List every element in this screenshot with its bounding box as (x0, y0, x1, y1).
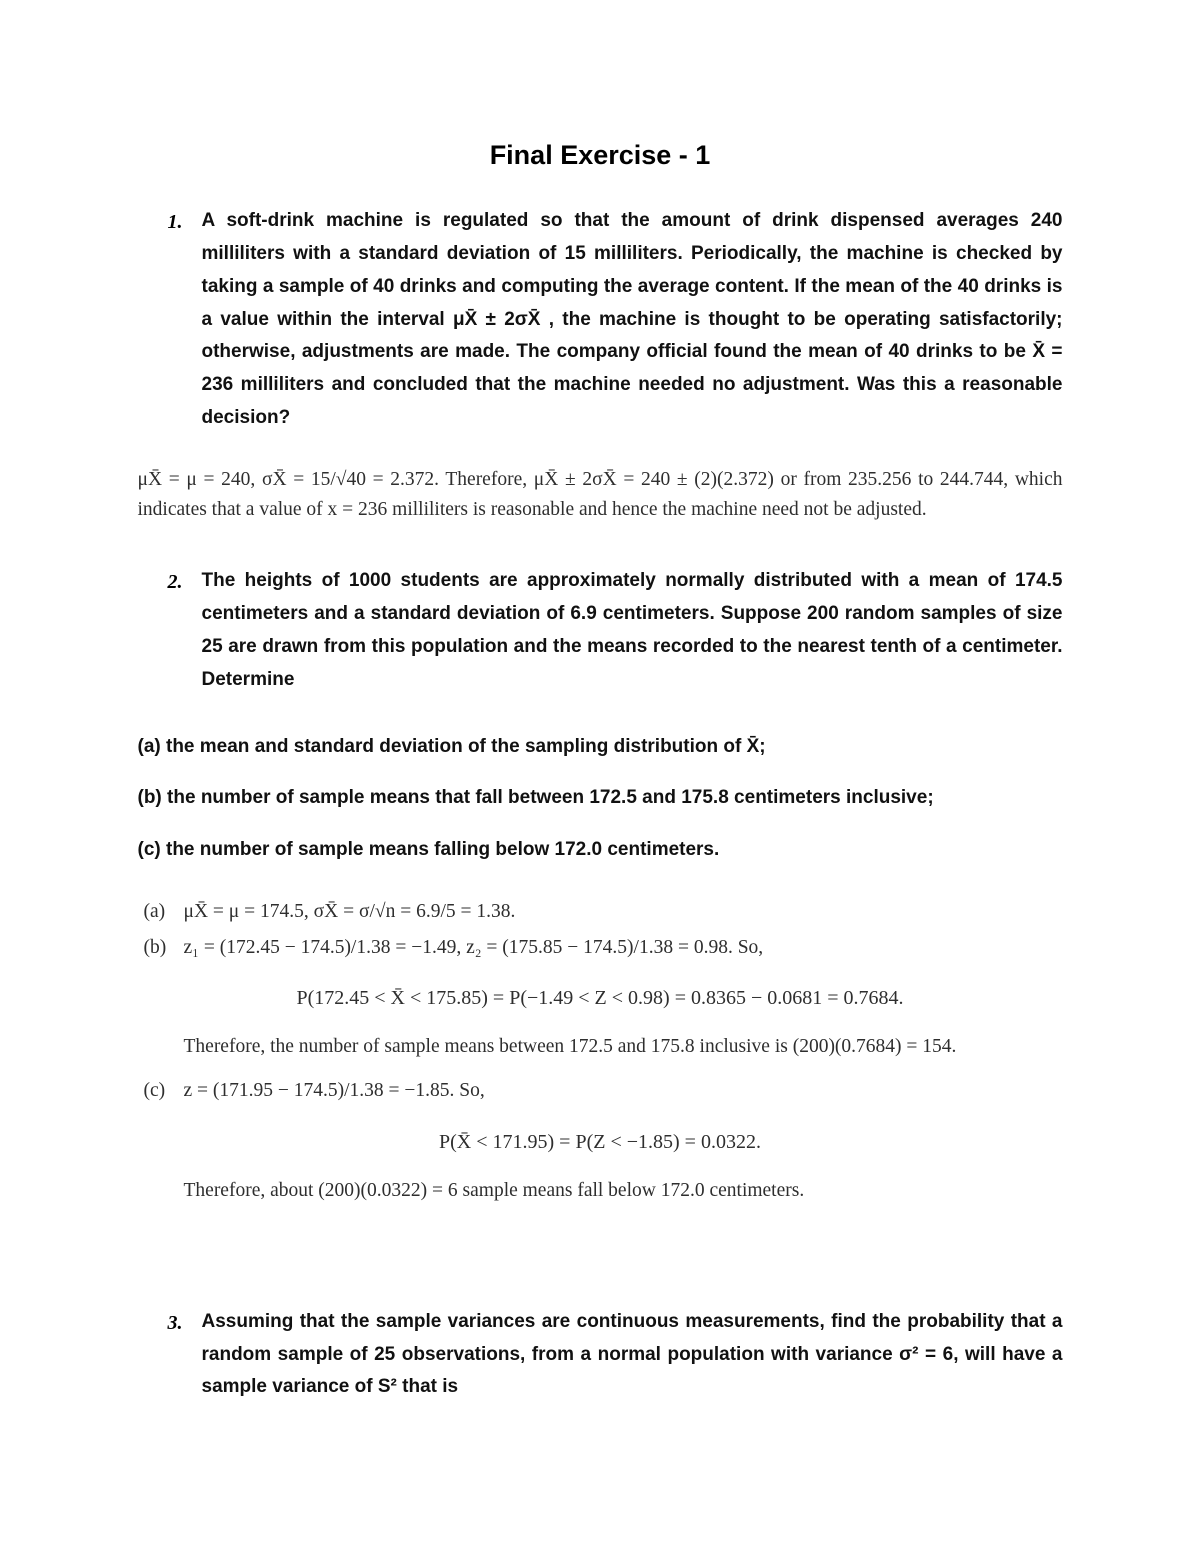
solution-2-note-c: Therefore, about (200)(0.0322) = 6 sample means fall below 172.0 centimeters. (183, 1179, 805, 1201)
solution-2-label-c: (c) (143, 1080, 166, 1102)
problem-1 (168, 205, 1063, 435)
solution-2-part-b (144, 933, 1063, 963)
solution-2-note-b: Therefore, the number of sample means between 172.5 and 175.8 inclusive is (200)(0.7684) = 154. (183, 1036, 957, 1058)
solution-2-text-c: z = (171.95 − 174.5)/1.38 = −1.85. So, (183, 1080, 485, 1102)
problem-2 (168, 565, 1063, 696)
solution-2-part-c (144, 1076, 1063, 1106)
solution-2-equation-c: P(X̄ < 171.95) = P(Z < −1.85) = 0.0322. (439, 1130, 761, 1153)
problem-2-item-c: (c) the number of sample means falling below 172.0 centimeters. (137, 839, 720, 861)
solution-2-label-b: (b) (143, 936, 167, 958)
problem-3-text: Assuming that the sample variances are continuous measurements, find the probability that a random sample of 25 observations, from a normal population with variance σ² = 6, will have a sample variance of S² that is (201, 1310, 1063, 1398)
solution-1-text: μX̄ = μ = 240, σX̄ = 15/√40 = 2.372. Therefore, μX̄ ± 2σX̄ = 240 ± (2)(2.372) or from 235.256 to 244.744, which indicates that a value of x = 236 milliliters is reasonable and hence the machine need not be adjusted. (137, 469, 1063, 521)
solution-2-text-b: z₁ = (172.45 − 174.5)/1.38 = −1.49, z₂ = (175.85 − 174.5)/1.38 = 0.98. So, (183, 936, 764, 958)
problem-2-text: The heights of 1000 students are approximately normally distributed with a mean of 174.5 centimeters and a standard deviation of 6.9 centimeters. Suppose 200 random samples of size 25 are drawn from this population and the means recorded to the nearest tenth of a centimeter. Determine (201, 570, 1063, 691)
solution-2-text-a: μX̄ = μ = 174.5, σX̄ = σ/√n = 6.9/5 = 1.38. (183, 900, 516, 922)
problem-2-number: 2. (167, 571, 183, 594)
problem-1-text: A soft-drink machine is regulated so that the amount of drink dispensed averages 240 milliliters with a standard deviation of 15 milliliters. Periodically, the machine is checked by taking a sample of 40 drinks and computing the average content. If the mean of the 40 drinks is a value within the interval μX̄ ± 2σX̄ , the machine is thought to be operating satisfactorily; otherwise, adjustments are made. The company official found the mean of 40 drinks to be X̄ = 236 milliliters and concluded that the machine needed no adjustment. Was this a reasonable decision? (201, 210, 1063, 429)
document-content (138, 140, 1063, 1404)
problem-2-item-b: (b) the number of sample means that fall between 172.5 and 175.8 centimeters inclusive; (137, 787, 934, 809)
problem-3 (168, 1306, 1063, 1405)
solution-2-label-a: (a) (143, 900, 166, 922)
page-title: Final Exercise - 1 (489, 140, 711, 170)
solution-2 (138, 897, 1063, 1206)
problem-1-number: 1. (167, 211, 183, 233)
solution-2-part-a (144, 897, 1063, 927)
problem-3-number: 3. (167, 1311, 183, 1334)
problem-2-item-a: (a) the mean and standard deviation of the sampling distribution of X̄; (137, 735, 766, 757)
solution-2-equation-b: P(172.45 < X̄ < 175.85) = P(−1.49 < Z < 0.98) = 0.8365 − 0.0681 = 0.7684. (296, 987, 904, 1010)
